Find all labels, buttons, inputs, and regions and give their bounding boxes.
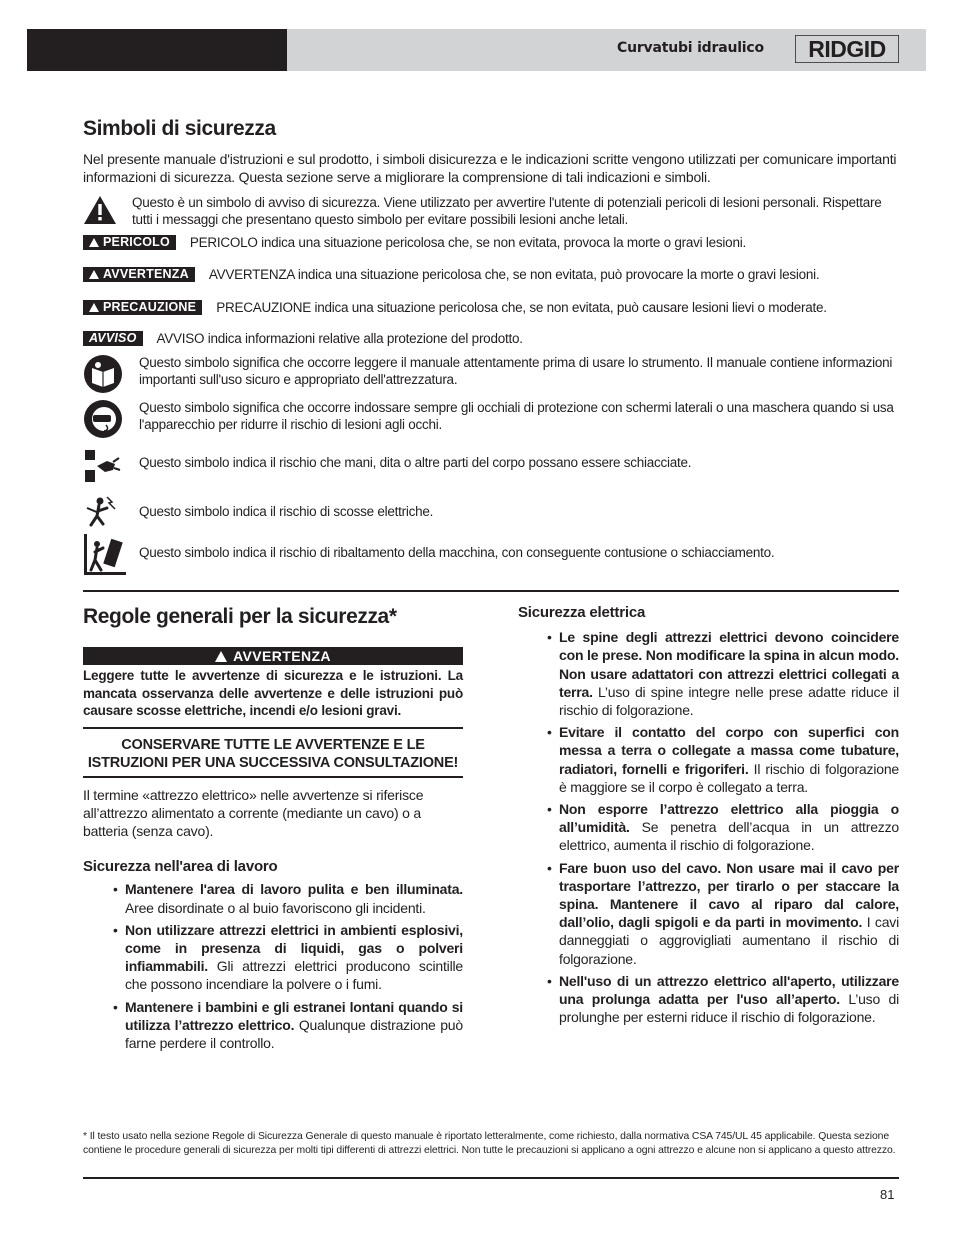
left-column	[83, 647, 463, 1056]
list-item: • Evitare il contatto del corpo con superfici con messa a terra o collegate a massa come tubature, radiatori, fornelli e frigoriferi. Il rischio di folgorazione è maggiore se il corpo è collegato a terra.	[559, 723, 899, 796]
keep-instructions: CONSERVARE TUTTE LE AVVERTENZE E LE ISTRUZIONI PER UNA SUCCESSIVA CONSULTAZIONE!	[87, 736, 459, 771]
safety-glasses-icon	[83, 399, 123, 439]
caution-text: PRECAUZIONE indica una situazione pericolosa che, se non evitata, può causare lesioni lievi o moderate.	[216, 300, 827, 315]
section-divider	[83, 590, 899, 592]
crush-hazard-icon	[83, 448, 123, 484]
list-item: • Non utilizzare attrezzi elettrici in ambienti esplosivi, come in presenza di liquidi, gas o polveri infiammabili. Gli attrezzi elettrici producono scintille che possono incendiare la polvere o i fumi.	[125, 921, 463, 994]
electrical-heading: Sicurezza elettrica	[518, 604, 646, 621]
warning-paragraph: Leggere tutte le avvertenze di sicurezza e le istruzioni. La mancata osservanza delle avvertenze e delle istruzioni può causare scosse elettriche, incendi e/o lesioni gravi.	[83, 668, 463, 718]
symbol-text-crush: Questo simbolo indica il rischio che mani, dita o altre parti del corpo possano essere schiacciate.	[139, 455, 692, 470]
header-dark-bar	[27, 29, 287, 71]
list-item: • Nell'uso di un attrezzo elettrico all'aperto, utilizzare una prolunga adatta per l'uso all’aperto. L’uso di prolunghe per esterni riduce il rischio di folgorazione.	[559, 972, 899, 1027]
work-area-heading: Sicurezza nell'area di lavoro	[83, 858, 278, 876]
section-title-symbols: Simboli di sicurezza	[83, 117, 276, 140]
warning-triangle-icon	[215, 651, 227, 662]
list-item: • Fare buon uso del cavo. Non usare mai il cavo per trasportare l’attrezzo, per tirarlo o per staccare la spina. Mantenere il cavo al riparo dal calore, dall’olio, dagli spigoli e da parti in movimento. I cavi danneggiati o aggrovigliati aumentano il rischio di folgorazione.	[559, 859, 899, 968]
symbol-text-tipover: Questo simbolo indica il rischio di ribaltamento della macchina, con conseguente contusione o schiacciamento.	[139, 545, 775, 560]
work-area-list	[125, 880, 463, 1052]
keep-bottom-rule	[83, 776, 463, 778]
warning-triangle-icon	[89, 270, 99, 279]
alert-symbol-text: Questo è un simbolo di avviso di sicurezza. Viene utilizzato per avvertire l'utente di potenziali pericoli di lesioni personali. Rispettare tutti i messaggi che presentano questo simbolo per evitare possibili lesioni anche letali.	[132, 195, 882, 227]
header-title: Curvatubi idraulico	[617, 40, 764, 56]
ridgid-logo	[795, 35, 899, 63]
warning-text: AVVERTENZA indica una situazione pericolosa che, se non evitata, può provocare la morte o gravi lesioni.	[208, 267, 820, 282]
intro-paragraph: Nel presente manuale d'istruzioni e sul prodotto, i simboli disicurezza e le indicazioni scritte vengono utilizzati per comunicare importanti informazioni di sicurezza. Questa sezione serve a migliorare la comprensione di tali indicazioni e simboli.	[83, 151, 897, 185]
electrical-list	[559, 628, 899, 1026]
list-item: • Mantenere l'area di lavoro pulita e ben illuminata. Aree disordinate o al buio favoriscono gli incidenti.	[125, 880, 463, 916]
danger-text: PERICOLO indica una situazione pericolosa che, se non evitata, provoca la morte o gravi lesioni.	[189, 235, 746, 250]
tip-over-icon	[83, 532, 127, 576]
list-item: • Le spine degli attrezzi elettrici devono coincidere con le prese. Non modificare la spina in alcun modo. Non usare adattatori con attrezzi elettrici collegati a terra. L’uso di spine integre nelle prese adatte riduce il rischio di folgorazione.	[559, 628, 899, 719]
notice-text: AVVISO indica informazioni relative alla protezione del prodotto.	[156, 331, 523, 346]
symbol-text-glasses: Questo simbolo significa che occorre indossare sempre gli occhiali di protezione con schermi laterali o una maschera quando si usa l'apparecchio per ridurre il rischio di lesioni agli occhi.	[139, 400, 894, 432]
warning-banner: AVVERTENZA	[83, 647, 463, 665]
warning-triangle-icon	[89, 303, 99, 312]
warning-badge: AVVERTENZA	[83, 267, 195, 282]
signal-row-caution	[83, 299, 827, 316]
safety-alert-icon	[83, 194, 117, 226]
list-item: • Non esporre l’attrezzo elettrico alla pioggia o all’umidità. Se penetra dell’acqua in un attrezzo elettrico, aumenta il rischio di folgorazione.	[559, 800, 899, 855]
footer-rule	[83, 1177, 899, 1179]
electric-shock-icon	[83, 494, 123, 528]
caution-badge: PRECAUZIONE	[83, 300, 202, 315]
signal-row-notice	[83, 330, 523, 347]
symbol-text-shock: Questo simbolo indica il rischio di scosse elettriche.	[139, 504, 434, 519]
right-column	[518, 604, 899, 1030]
page-number: 81	[880, 1187, 895, 1202]
footnote: * Il testo usato nella sezione Regole di Sicurezza Generale di questo manuale è riportato letteralmente, come richiesto, dalla normativa CSA 745/UL 45 applicabile. Questa sezione contiene le procedure generali di sicurezza per molti tipi differenti di attrezzi elettrici. Non tutte le precauzioni si applicano a ogni attrezzo e alcune non si applicano a questo attrezzo.	[83, 1131, 896, 1156]
danger-badge: PERICOLO	[83, 235, 176, 250]
symbol-text-manual: Questo simbolo significa che occorre leggere il manuale attentamente prima di usare lo strumento. Il manuale contiene informazioni importanti sull'uso sicuro e appropriato dell'attrezzatura.	[139, 355, 893, 387]
notice-badge: AVVISO	[83, 331, 143, 346]
svg-text:RIDGID: RIDGID	[808, 36, 886, 62]
term-paragraph: Il termine «attrezzo elettrico» nelle avvertenze si riferisce all’attrezzo alimentato a corrente (mediante un cavo) o a batteria (senza cavo).	[83, 786, 424, 839]
section-title-general-rules: Regole generali per la sicurezza*	[83, 605, 397, 628]
signal-row-danger	[83, 234, 746, 251]
list-item: • Mantenere i bambini e gli estranei lontani quando si utilizza l’attrezzo elettrico. Qualunque distrazione può farne perdere il controllo.	[125, 998, 463, 1053]
read-manual-icon	[83, 354, 123, 394]
warning-top-rule	[83, 727, 463, 729]
signal-row-warning	[83, 266, 819, 283]
warning-triangle-icon	[89, 238, 99, 247]
